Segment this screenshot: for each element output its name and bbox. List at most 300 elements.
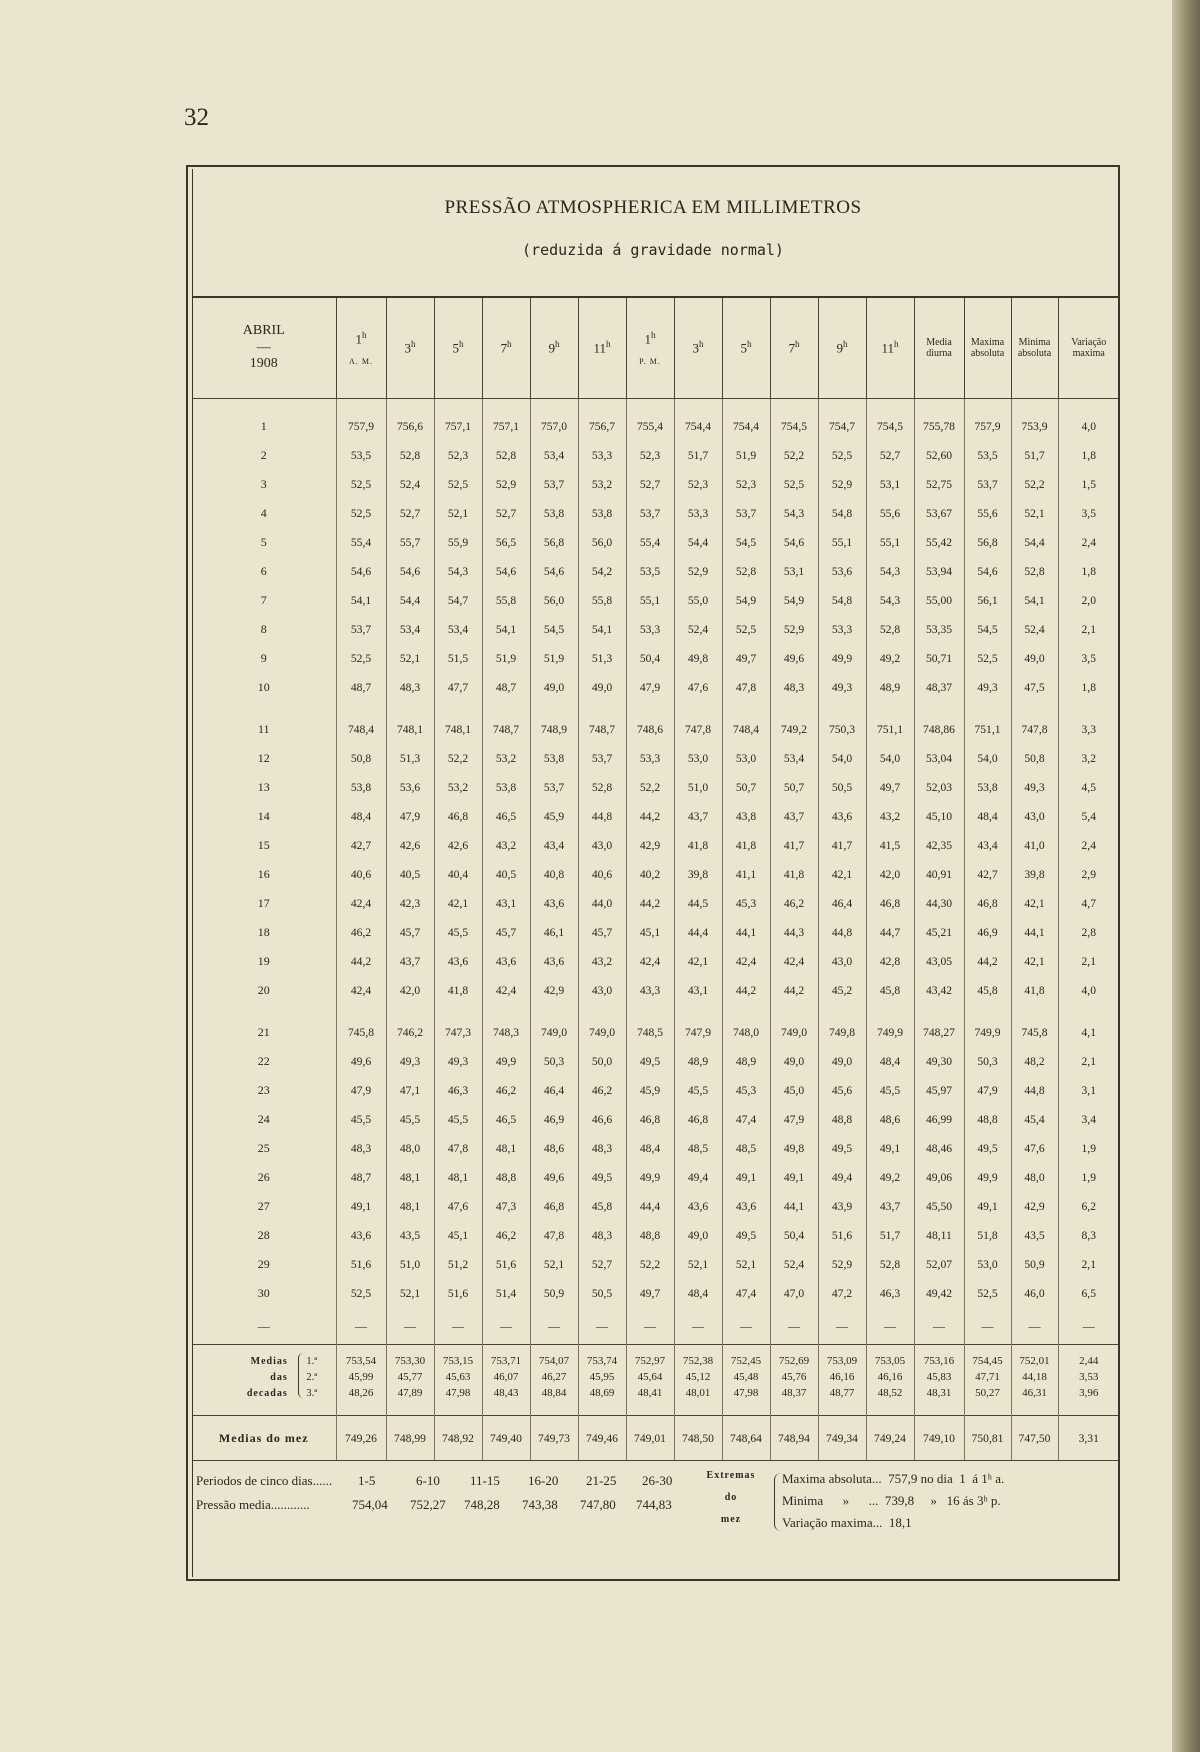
decade-mean-label: Medias (250, 1356, 288, 1367)
spacer-cell (770, 1005, 818, 1018)
value-cell: 52,8 (386, 441, 434, 470)
value-cell: 52,5 (964, 644, 1011, 673)
value-cell: 53,2 (482, 744, 530, 773)
value-cell: 45,5 (336, 1105, 386, 1134)
value-cell: 51,8 (964, 1221, 1011, 1250)
value-cell: 44,2 (336, 947, 386, 976)
value-cell: 52,5 (336, 644, 386, 673)
value-cell: 53,7 (722, 499, 770, 528)
table-row (192, 615, 1119, 644)
value-cell: 41,8 (434, 976, 482, 1005)
table-row (192, 528, 1119, 557)
value-cell: 8,3 (1058, 1221, 1119, 1250)
value-cell: 52,4 (770, 1250, 818, 1279)
table-row (192, 1250, 1119, 1279)
value-cell: 751,1 (866, 715, 914, 744)
value-cell: 40,6 (336, 860, 386, 889)
value-cell: 47,4 (722, 1105, 770, 1134)
spacer-cell (1058, 702, 1119, 715)
day-cell: 7 (260, 593, 267, 607)
value-cell: 48,46 (914, 1134, 964, 1163)
value-cell: 48,8 (964, 1105, 1011, 1134)
spacer-cell (336, 702, 386, 715)
decade-mean-value: 753,74 (578, 1345, 626, 1370)
decade-index: 2.ª (306, 1372, 318, 1383)
day-cell: 6 (260, 564, 267, 578)
value-cell: 55,1 (818, 528, 866, 557)
pressao-media-label: Pressão media............ (196, 1497, 310, 1512)
value-cell: 44,1 (1011, 918, 1058, 947)
value-cell: 53,8 (530, 499, 578, 528)
spacer-cell (192, 399, 336, 413)
value-cell: 53,5 (626, 557, 674, 586)
value-cell: 42,4 (770, 947, 818, 976)
value-cell: 754,4 (722, 412, 770, 441)
decade-mean-value: 753,05 (866, 1345, 914, 1370)
spacer-cell (674, 399, 722, 413)
decade-mean-label: das (270, 1372, 288, 1383)
value-cell: 48,1 (434, 1163, 482, 1192)
header-hour-1 (386, 297, 434, 399)
value-cell: 748,86 (914, 715, 964, 744)
value-cell: 51,9 (482, 644, 530, 673)
value-cell: 53,1 (770, 557, 818, 586)
dash-row (192, 1308, 1119, 1345)
value-cell: 54,4 (674, 528, 722, 557)
table-row (192, 470, 1119, 499)
value-cell: 49,9 (482, 1047, 530, 1076)
value-cell: 43,6 (674, 1192, 722, 1221)
value-cell: 52,5 (336, 1279, 386, 1308)
table-row (192, 889, 1119, 918)
day-cell: 29 (257, 1257, 270, 1271)
value-cell: 755,4 (626, 412, 674, 441)
value-cell: 45,8 (578, 1192, 626, 1221)
decade-mean-value: 752,97 (626, 1345, 674, 1370)
value-cell: 42,9 (1011, 1192, 1058, 1221)
value-cell: 749,9 (964, 1018, 1011, 1047)
value-cell: 749,2 (770, 715, 818, 744)
value-cell: 46,9 (964, 918, 1011, 947)
table-row (192, 1163, 1119, 1192)
value-cell: 43,6 (722, 1192, 770, 1221)
value-cell: 53,5 (336, 441, 386, 470)
spacer-row (192, 1005, 1119, 1018)
value-cell: 43,2 (482, 831, 530, 860)
value-cell: 747,3 (434, 1018, 482, 1047)
decade-mean-value: 46,27 (530, 1369, 578, 1385)
value-cell: 49,30 (914, 1047, 964, 1076)
decade-mean-value: 46,16 (866, 1369, 914, 1385)
spacer-cell (434, 399, 482, 413)
value-cell: 42,6 (386, 831, 434, 860)
value-cell: 49,5 (818, 1134, 866, 1163)
value-cell: 49,7 (722, 644, 770, 673)
value-cell: 748,7 (482, 715, 530, 744)
table-row (192, 412, 1119, 441)
value-cell: 47,4 (722, 1279, 770, 1308)
spacer-cell (674, 1005, 722, 1018)
spacer-cell (626, 702, 674, 715)
value-cell: 43,05 (914, 947, 964, 976)
value-cell: 53,8 (964, 773, 1011, 802)
value-cell: 46,4 (530, 1076, 578, 1105)
value-cell: 747,8 (1011, 715, 1058, 744)
day-cell: 14 (257, 809, 270, 823)
value-cell: 46,5 (482, 802, 530, 831)
spacer-cell (914, 702, 964, 715)
spacer-cell (192, 702, 336, 715)
value-cell: 52,1 (1011, 499, 1058, 528)
value-cell: 49,2 (866, 644, 914, 673)
value-cell: 49,1 (722, 1163, 770, 1192)
dash-cell: — (386, 1308, 434, 1345)
value-cell: 748,5 (626, 1018, 674, 1047)
value-cell: 46,3 (434, 1076, 482, 1105)
table-body (192, 399, 1119, 1461)
value-cell: 40,5 (482, 860, 530, 889)
value-cell: 748,0 (722, 1018, 770, 1047)
value-cell: 53,3 (626, 744, 674, 773)
dash-cell: — (1058, 1308, 1119, 1345)
value-cell: 46,8 (866, 889, 914, 918)
value-cell: 44,8 (1011, 1076, 1058, 1105)
value-cell: 54,8 (818, 586, 866, 615)
value-cell: 53,1 (866, 470, 914, 499)
value-cell: 56,8 (964, 528, 1011, 557)
value-cell: 43,6 (482, 947, 530, 976)
value-cell: 44,4 (626, 1192, 674, 1221)
value-cell: 757,1 (434, 412, 482, 441)
month-mean-row (192, 1416, 1119, 1461)
value-cell: 45,21 (914, 918, 964, 947)
value-cell: 48,1 (386, 1192, 434, 1221)
value-cell: 4,5 (1058, 773, 1119, 802)
decade-mean-label-cell (192, 1385, 336, 1416)
dash-cell: — (482, 1308, 530, 1345)
header-variacao-maxima (1058, 297, 1119, 399)
value-cell: 52,5 (722, 615, 770, 644)
value-cell: 51,0 (386, 1250, 434, 1279)
value-cell: 45,8 (866, 976, 914, 1005)
value-cell: 47,1 (386, 1076, 434, 1105)
decade-mean-label: decadas (246, 1388, 288, 1399)
value-cell: 49,9 (964, 1163, 1011, 1192)
value-cell: 49,7 (866, 773, 914, 802)
value-cell: 45,3 (722, 889, 770, 918)
value-cell: 53,8 (578, 499, 626, 528)
decade-mean-value: 46,31 (1011, 1385, 1058, 1416)
value-cell: 46,2 (578, 1076, 626, 1105)
day-cell: 8 (260, 622, 267, 636)
value-cell: 55,1 (866, 528, 914, 557)
value-cell: 745,8 (1011, 1018, 1058, 1047)
value-cell: 40,8 (530, 860, 578, 889)
spacer-cell (482, 399, 530, 413)
value-cell: 44,30 (914, 889, 964, 918)
value-cell: 53,7 (578, 744, 626, 773)
value-cell: 45,3 (722, 1076, 770, 1105)
header-am-label: A. M. (349, 356, 373, 366)
value-cell: 52,1 (674, 1250, 722, 1279)
value-cell: 56,0 (530, 586, 578, 615)
value-cell: 50,71 (914, 644, 964, 673)
day-cell: 11 (257, 722, 270, 736)
value-cell: 45,5 (434, 1105, 482, 1134)
header-hour-7 (674, 297, 722, 399)
variacao-maxima-line: Variação maxima... 18,1 (782, 1515, 912, 1530)
spacer-cell (818, 399, 866, 413)
spacer-cell (722, 702, 770, 715)
value-cell: 43,5 (1011, 1221, 1058, 1250)
value-cell: 55,8 (482, 586, 530, 615)
value-cell: 42,3 (386, 889, 434, 918)
header-hour-number: 11 (593, 340, 607, 356)
value-cell: 52,7 (578, 1250, 626, 1279)
spacer-row (192, 702, 1119, 715)
value-cell: 51,9 (722, 441, 770, 470)
header-hour-9 (770, 297, 818, 399)
value-cell: 45,9 (626, 1076, 674, 1105)
value-cell: 54,5 (964, 615, 1011, 644)
value-cell: 757,9 (336, 412, 386, 441)
dash-cell: — (914, 1308, 964, 1345)
value-cell: 44,2 (964, 947, 1011, 976)
decade-mean-value: 48,01 (674, 1385, 722, 1416)
spacer-cell (866, 702, 914, 715)
value-cell: 53,3 (578, 441, 626, 470)
value-cell: 44,5 (674, 889, 722, 918)
value-cell: 52,2 (770, 441, 818, 470)
value-cell: 49,2 (866, 1163, 914, 1192)
spacer-cell (386, 399, 434, 413)
value-cell: 52,5 (818, 441, 866, 470)
value-cell: 51,9 (530, 644, 578, 673)
spacer-cell (770, 399, 818, 413)
value-cell: 52,3 (434, 441, 482, 470)
table-row (192, 918, 1119, 947)
dash-cell: — (626, 1308, 674, 1345)
value-cell: 40,91 (914, 860, 964, 889)
value-cell: 43,5 (386, 1221, 434, 1250)
period-range: 21-25 (586, 1473, 617, 1488)
spacer-cell (386, 1005, 434, 1018)
value-cell: 49,0 (578, 673, 626, 702)
value-cell: 40,5 (386, 860, 434, 889)
value-cell: 50,0 (578, 1047, 626, 1076)
dash-cell: — (674, 1308, 722, 1345)
value-cell: 47,5 (1011, 673, 1058, 702)
value-cell: 52,75 (914, 470, 964, 499)
value-cell: 2,1 (1058, 947, 1119, 976)
value-cell: 52,5 (434, 470, 482, 499)
spacer-cell (578, 702, 626, 715)
spacer-cell (866, 399, 914, 413)
value-cell: 4,0 (1058, 976, 1119, 1005)
decade-mean-value: 752,69 (770, 1345, 818, 1370)
period-range: 11-15 (470, 1473, 500, 1488)
value-cell: 54,1 (578, 615, 626, 644)
value-cell: 41,8 (770, 860, 818, 889)
value-cell: 44,8 (818, 918, 866, 947)
document-subtitle: (reduzida á gravidade normal) (522, 241, 784, 259)
day-cell: 18 (257, 925, 270, 939)
table-row (192, 557, 1119, 586)
value-cell: 52,2 (626, 773, 674, 802)
dash-cell: — (257, 1318, 270, 1333)
value-cell: 48,3 (578, 1221, 626, 1250)
value-cell: 43,8 (722, 802, 770, 831)
value-cell: 49,6 (770, 644, 818, 673)
value-cell: 46,2 (336, 918, 386, 947)
table-row (192, 947, 1119, 976)
month-mean-value: 748,50 (674, 1416, 722, 1461)
value-cell: 42,7 (964, 860, 1011, 889)
value-cell: 49,7 (626, 1279, 674, 1308)
value-cell: 54,6 (770, 528, 818, 557)
value-cell: 2,1 (1058, 1047, 1119, 1076)
value-cell: 48,7 (336, 1163, 386, 1192)
decade-mean-value: 45,63 (434, 1369, 482, 1385)
month-mean-value: 749,24 (866, 1416, 914, 1461)
header-hour-number: 9 (548, 340, 555, 356)
header-label-line: absoluta (970, 348, 1005, 359)
value-cell: 53,8 (336, 773, 386, 802)
spacer-cell (866, 1005, 914, 1018)
value-cell: 48,3 (578, 1134, 626, 1163)
value-cell: 45,1 (626, 918, 674, 947)
table-row (192, 1047, 1119, 1076)
value-cell: 4,7 (1058, 889, 1119, 918)
spacer-cell (964, 702, 1011, 715)
value-cell: 49,8 (674, 644, 722, 673)
spacer-cell (482, 702, 530, 715)
value-cell: 55,8 (578, 586, 626, 615)
header-hour-suffix: h (362, 330, 367, 341)
value-cell: 748,7 (578, 715, 626, 744)
value-cell: 42,35 (914, 831, 964, 860)
value-cell: 41,8 (674, 831, 722, 860)
value-cell: 43,7 (386, 947, 434, 976)
spacer-cell (192, 1005, 336, 1018)
header-hour-2 (434, 297, 482, 399)
header-hour-number: 5 (452, 340, 459, 356)
value-cell: 748,6 (626, 715, 674, 744)
value-cell: 48,7 (336, 673, 386, 702)
header-hour-0 (336, 297, 386, 399)
value-cell: 52,60 (914, 441, 964, 470)
value-cell: 54,2 (578, 557, 626, 586)
value-cell: 2,1 (1058, 615, 1119, 644)
decade-mean-value: 48,43 (482, 1385, 530, 1416)
value-cell: 51,6 (336, 1250, 386, 1279)
day-cell: 5 (260, 535, 267, 549)
decade-mean-value: 754,45 (964, 1345, 1011, 1370)
decade-mean-value: 3,96 (1058, 1385, 1119, 1416)
period-pressure-mean: 743,38 (522, 1497, 558, 1512)
value-cell: 52,5 (770, 470, 818, 499)
decade-mean-value: 753,15 (434, 1345, 482, 1370)
value-cell: 50,9 (530, 1279, 578, 1308)
value-cell: 45,0 (770, 1076, 818, 1105)
value-cell: 47,9 (964, 1076, 1011, 1105)
value-cell: 43,0 (818, 947, 866, 976)
spacer-cell (386, 702, 434, 715)
value-cell: 45,6 (818, 1076, 866, 1105)
decade-mean-value: 45,99 (336, 1369, 386, 1385)
value-cell: 53,6 (386, 773, 434, 802)
spacer-cell (722, 1005, 770, 1018)
value-cell: 52,03 (914, 773, 964, 802)
value-cell: 52,8 (1011, 557, 1058, 586)
decade-mean-label-cell (192, 1345, 336, 1370)
table-row (192, 976, 1119, 1005)
value-cell: 53,0 (674, 744, 722, 773)
header-hour-suffix: h (747, 339, 752, 350)
value-cell: 40,4 (434, 860, 482, 889)
spacer-cell (964, 399, 1011, 413)
day-cell: 13 (257, 780, 270, 794)
value-cell: 43,9 (818, 1192, 866, 1221)
header-hour-number: 3 (404, 340, 411, 356)
value-cell: 748,9 (530, 715, 578, 744)
spacer-cell (914, 399, 964, 413)
value-cell: 45,2 (818, 976, 866, 1005)
table-row (192, 1221, 1119, 1250)
table-row (192, 1192, 1119, 1221)
value-cell: 50,3 (530, 1047, 578, 1076)
value-cell: 42,0 (866, 860, 914, 889)
value-cell: 52,1 (722, 1250, 770, 1279)
spacer-cell (434, 702, 482, 715)
value-cell: 1,9 (1058, 1163, 1119, 1192)
value-cell: 4,0 (1058, 412, 1119, 441)
value-cell: 46,0 (1011, 1279, 1058, 1308)
header-dash: — (256, 339, 271, 355)
spacer-cell (626, 1005, 674, 1018)
value-cell: 49,9 (818, 644, 866, 673)
header-label-line: Media (926, 336, 952, 348)
spacer-cell (818, 702, 866, 715)
value-cell: 52,8 (866, 615, 914, 644)
value-cell: 53,5 (964, 441, 1011, 470)
value-cell: 49,6 (336, 1047, 386, 1076)
value-cell: 53,0 (722, 744, 770, 773)
value-cell: 48,8 (626, 1221, 674, 1250)
value-cell: 48,4 (674, 1279, 722, 1308)
value-cell: 42,1 (1011, 947, 1058, 976)
period-pressure-mean: 747,80 (580, 1497, 616, 1512)
value-cell: 51,3 (386, 744, 434, 773)
value-cell: 43,4 (530, 831, 578, 860)
decade-mean-value: 48,41 (626, 1385, 674, 1416)
spacer-cell (914, 1005, 964, 1018)
value-cell: 54,3 (434, 557, 482, 586)
table-row (192, 1279, 1119, 1308)
day-cell: 21 (257, 1025, 270, 1039)
month-mean-value: 748,99 (386, 1416, 434, 1461)
value-cell: 49,5 (964, 1134, 1011, 1163)
value-cell: 2,1 (1058, 1250, 1119, 1279)
value-cell: 4,1 (1058, 1018, 1119, 1047)
decade-mean-value: 3,53 (1058, 1369, 1119, 1385)
value-cell: 747,8 (674, 715, 722, 744)
value-cell: 45,5 (434, 918, 482, 947)
spacer-cell (530, 399, 578, 413)
header-label-line: absoluta (1017, 348, 1052, 359)
value-cell: 53,7 (530, 470, 578, 499)
value-cell: 43,1 (674, 976, 722, 1005)
